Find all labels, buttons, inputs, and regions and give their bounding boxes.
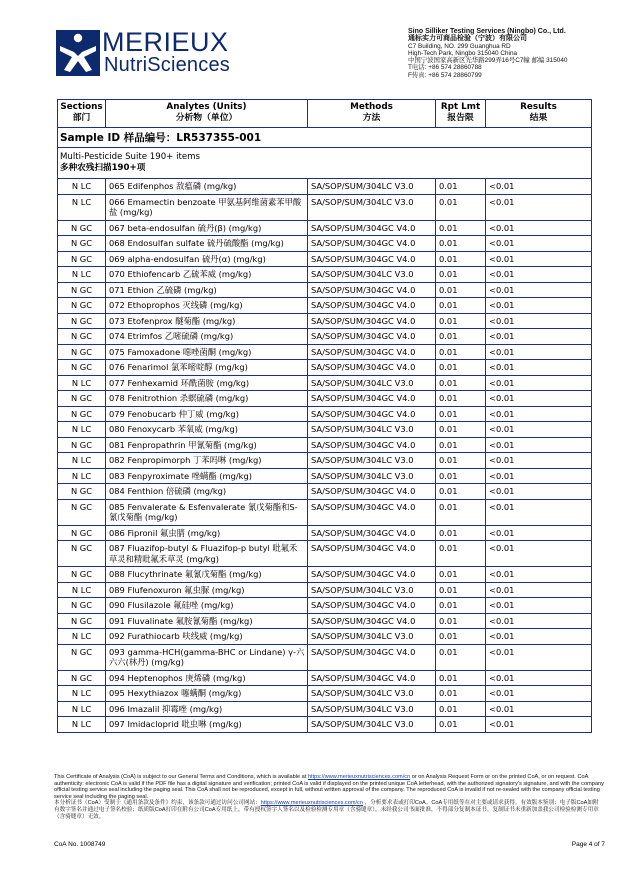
table-row: [58, 499, 591, 525]
row-analyte: 083 Fenpyroximate 唑螨酯 (mg/kg): [106, 469, 308, 484]
sample-id: Sample ID 样品编号：LR537355-001: [58, 128, 591, 148]
row-analyte: 096 Imazalil 抑霉唑 (mg/kg): [106, 702, 308, 717]
row-section: N GC: [58, 252, 106, 267]
company-address-line1: C7 Building, NO. 299 Guanghua RD: [408, 42, 511, 50]
row-rpt-lmt: 0.01: [436, 407, 486, 422]
row-rpt-lmt: 0.01: [436, 252, 486, 267]
row-rpt-lmt: 0.01: [436, 541, 486, 566]
row-method: SA/SOP/SUM/304GC V4.0: [308, 541, 436, 566]
row-section: N GC: [58, 407, 106, 422]
row-analyte: 085 Fenvalerate & Esfenvalerate 氰戊菊酯和S-氰戊菊酯 (mg/kg): [106, 500, 308, 525]
table-header: [58, 100, 591, 128]
header-methods-cn: 方法: [362, 113, 381, 123]
merieux-logo: [56, 27, 256, 82]
company-name: Sino Silliker Testing Services (Ningbo) Co., Ltd.: [408, 28, 566, 35]
row-result: <0.01: [489, 631, 515, 641]
company-name-cn: 通标实力可商品检验（宁波）有限公司: [408, 35, 527, 43]
row-section: N GC: [58, 221, 106, 236]
row-method: SA/SOP/SUM/304GC V4.0: [308, 407, 436, 422]
table-row: [58, 251, 591, 267]
row-result: <0.01: [489, 393, 515, 403]
row-method: SA/SOP/SUM/304GC V4.0: [308, 345, 436, 360]
row-analyte: 093 gamma-HCH(gamma-BHC or Lindane) γ-六六六(林丹) (mg/kg): [106, 645, 308, 670]
table-row: [58, 328, 591, 344]
footer-text: or on Analysis Request Form or on the printed CoA, or on request. CoA authenticity: electronic CoA is valid if the PDF file has a digital signature and verification; printed CoA is valid if displayed on the printed unique CoA letterhead, with the authorized signatory's signature, and with the company official testing service seal including the paging seal. This CoA shall not be reproduced, except in full, without written approval of the company. The reproduced CoA is invalid if not re-sealed with the company official testing service seal including the paging seal.: [54, 774, 604, 800]
row-rpt-lmt: 0.01: [436, 376, 486, 391]
row-section: N LC: [58, 469, 106, 484]
row-result: <0.01: [489, 543, 515, 553]
row-section: N GC: [58, 345, 106, 360]
footer-text: This Certificate of Analysis (CoA) is subject to our General Terms and Conditions, which is available at: [54, 774, 308, 780]
row-section: N GC: [58, 598, 106, 613]
row-result: <0.01: [489, 703, 515, 714]
header-results-cn: 结果: [529, 113, 548, 123]
row-analyte: 066 Emamectin benzoate 甲氨基阿维菌素苯甲酸盐 (mg/kg): [106, 195, 308, 220]
table-row: [58, 344, 591, 360]
terms-link[interactable]: https://www.merieuxnutrisciences.com/cn: [307, 774, 411, 780]
row-section: N LC: [58, 179, 106, 194]
row-result: <0.01: [489, 439, 515, 450]
header-methods-en: Methods: [350, 102, 393, 112]
row-analyte: 067 beta-endosulfan 硫丹(β) (mg/kg): [106, 221, 308, 236]
row-result: <0.01: [489, 688, 515, 698]
header-results-en: Results: [520, 102, 557, 112]
row-rpt-lmt: 0.01: [436, 221, 486, 236]
row-method: SA/SOP/SUM/304LC V3.0: [308, 376, 436, 391]
row-result: <0.01: [489, 196, 515, 207]
row-section: N GC: [58, 541, 106, 566]
footer-text: 本分析证书（CoA）受制于《通用条款及条件》约束，该条款可通过访问公司网站：: [54, 800, 261, 807]
row-rpt-lmt: 0.01: [436, 314, 486, 329]
row-section: N LC: [58, 422, 106, 437]
page-number: Page 4 of 7: [571, 841, 605, 848]
header-rpt-lmt-en: Rpt Lmt: [440, 102, 481, 112]
row-analyte: 080 Fenoxycarb 苯氧威 (mg/kg): [106, 422, 308, 437]
row-section: N GC: [58, 329, 106, 344]
table-row: [58, 540, 591, 566]
row-method: SA/SOP/SUM/304GC V4.0: [308, 391, 436, 406]
row-section: N GC: [58, 236, 106, 251]
header-analytes-cn: 分析物（单位）: [175, 113, 238, 123]
row-rpt-lmt: 0.01: [436, 453, 486, 468]
row-method: SA/SOP/SUM/304LC V3.0: [308, 629, 436, 644]
table-row: [58, 359, 591, 375]
row-section: N GC: [58, 614, 106, 629]
row-analyte: 087 Fluazifop-butyl & Fluazifop-p butyl 吡氟禾草灵和精吡氟禾草灵 (mg/kg): [106, 541, 308, 566]
row-result: <0.01: [489, 501, 515, 512]
suite-title-cn: 多种农残扫描190+项: [60, 163, 146, 173]
row-method: SA/SOP/SUM/304GC V4.0: [308, 645, 436, 670]
table-row: [58, 194, 591, 220]
row-result: <0.01: [489, 672, 515, 683]
row-method: SA/SOP/SUM/304GC V4.0: [308, 567, 436, 582]
row-method: SA/SOP/SUM/304LC V3.0: [308, 195, 436, 220]
row-analyte: 065 Edifenphos 敌瘟磷 (mg/kg): [106, 179, 308, 194]
row-method: SA/SOP/SUM/304GC V4.0: [308, 438, 436, 453]
row-analyte: 078 Fenitrothion 杀螟硫磷 (mg/kg): [106, 391, 308, 406]
row-rpt-lmt: 0.01: [436, 614, 486, 629]
row-analyte: 097 Imidacloprid 吡虫啉 (mg/kg): [106, 717, 308, 732]
table-row: [58, 582, 591, 598]
table-row: [58, 597, 591, 613]
company-tel: T电话: +86 574 28860788: [408, 64, 482, 72]
row-method: SA/SOP/SUM/304LC V3.0: [308, 179, 436, 194]
company-address-line2: High-Tech Park, Ningbo 315040 China: [408, 49, 518, 57]
row-rpt-lmt: 0.01: [436, 391, 486, 406]
row-rpt-lmt: 0.01: [436, 500, 486, 525]
row-rpt-lmt: 0.01: [436, 422, 486, 437]
table-body: [58, 178, 591, 732]
row-result: <0.01: [489, 600, 515, 610]
row-result: <0.01: [489, 269, 515, 279]
brand-name: MERIEUX: [102, 27, 229, 57]
row-rpt-lmt: 0.01: [436, 583, 486, 598]
row-section: N GC: [58, 438, 106, 453]
table-row: [58, 390, 591, 406]
row-analyte: 076 Fenarimol 氯苯嘧啶醇 (mg/kg): [106, 360, 308, 375]
footer-text: ，分析要求表或打印CoA。CoA专用纸等在对主要或请求获得。有效版本鉴别：电子版CoA如附有数字签名并通过电子签名校验；纸质版CoA打印在附有公司CoA专用纸上，带有授权签字人签名以及检验检测专用章（含骑缝章），未经我公司书面批准，不得部分复制本证书。复制证书未重新加盖我公司检验检测专用章（含骑缝章）无效。: [54, 800, 599, 820]
table-row: [58, 566, 591, 582]
header-methods: [308, 100, 436, 127]
row-rpt-lmt: 0.01: [436, 526, 486, 541]
row-result: <0.01: [489, 222, 515, 233]
row-section: N LC: [58, 629, 106, 644]
row-result: <0.01: [489, 408, 515, 419]
table-row: [58, 613, 591, 629]
row-result: <0.01: [489, 646, 515, 657]
row-result: <0.01: [489, 377, 515, 388]
table-row: [58, 313, 591, 329]
table-row: [58, 266, 591, 282]
row-section: N LC: [58, 453, 106, 468]
row-section: N GC: [58, 298, 106, 313]
row-method: SA/SOP/SUM/304LC V3.0: [308, 583, 436, 598]
row-section: N GC: [58, 567, 106, 582]
row-method: SA/SOP/SUM/304GC V4.0: [308, 329, 436, 344]
row-analyte: 089 Flufenoxuron 氟虫脲 (mg/kg): [106, 583, 308, 598]
row-method: SA/SOP/SUM/304LC V3.0: [308, 702, 436, 717]
row-result: <0.01: [489, 253, 515, 264]
table-row: [58, 452, 591, 468]
row-result: <0.01: [489, 569, 515, 579]
row-section: N LC: [58, 267, 106, 282]
row-method: SA/SOP/SUM/304GC V4.0: [308, 500, 436, 525]
row-analyte: 068 Endosulfan sulfate 硫丹硫酸酯 (mg/kg): [106, 236, 308, 251]
row-method: SA/SOP/SUM/304LC V3.0: [308, 422, 436, 437]
row-method: SA/SOP/SUM/304GC V4.0: [308, 614, 436, 629]
row-method: SA/SOP/SUM/304GC V4.0: [308, 314, 436, 329]
row-result: <0.01: [489, 284, 515, 295]
row-analyte: 079 Fenobucarb 仲丁威 (mg/kg): [106, 407, 308, 422]
row-analyte: 095 Hexythiazox 噻螨酮 (mg/kg): [106, 686, 308, 701]
row-rpt-lmt: 0.01: [436, 195, 486, 220]
row-analyte: 084 Fenthion 倍硫磷 (mg/kg): [106, 484, 308, 499]
footer-disclaimer: [54, 774, 604, 820]
row-analyte: 071 Ethion 乙硫磷 (mg/kg): [106, 283, 308, 298]
row-rpt-lmt: 0.01: [436, 567, 486, 582]
row-analyte: 091 Fluvalinate 氟胺氰菊酯 (mg/kg): [106, 614, 308, 629]
row-rpt-lmt: 0.01: [436, 345, 486, 360]
row-analyte: 069 alpha-endosulfan 硫丹(α) (mg/kg): [106, 252, 308, 267]
row-rpt-lmt: 0.01: [436, 671, 486, 686]
header-analytes-en: Analytes (Units): [166, 102, 247, 112]
table-row: [58, 406, 591, 422]
terms-link-cn[interactable]: https://www.merieuxnutrisciences.com/cn: [260, 800, 363, 807]
row-method: SA/SOP/SUM/304GC V4.0: [308, 221, 436, 236]
row-rpt-lmt: 0.01: [436, 629, 486, 644]
table-row: [58, 220, 591, 236]
row-rpt-lmt: 0.01: [436, 702, 486, 717]
row-rpt-lmt: 0.01: [436, 179, 486, 194]
table-row: [58, 644, 591, 670]
suite-title-en: Multi-Pesticide Suite 190+ items: [60, 152, 200, 162]
row-analyte: 081 Fenpropathrin 甲氰菊酯 (mg/kg): [106, 438, 308, 453]
row-result: <0.01: [489, 315, 515, 326]
table-row: [58, 701, 591, 717]
row-result: <0.01: [489, 615, 515, 626]
company-fax: F传真: +86 574 28860799: [408, 71, 482, 79]
row-result: <0.01: [489, 424, 515, 434]
row-analyte: 075 Famoxadone 噁唑菌酮 (mg/kg): [106, 345, 308, 360]
row-method: SA/SOP/SUM/304GC V4.0: [308, 236, 436, 251]
row-rpt-lmt: 0.01: [436, 438, 486, 453]
table-row: [58, 297, 591, 313]
row-section: N GC: [58, 283, 106, 298]
header-results: [486, 100, 591, 127]
results-table: [57, 99, 592, 733]
row-analyte: 094 Heptenophos 庚烯磷 (mg/kg): [106, 671, 308, 686]
suite-title: [58, 148, 591, 178]
row-method: SA/SOP/SUM/304GC V4.0: [308, 283, 436, 298]
row-rpt-lmt: 0.01: [436, 283, 486, 298]
table-row: [58, 525, 591, 541]
row-section: N GC: [58, 526, 106, 541]
row-analyte: 070 Ethiofencarb 乙硫苯威 (mg/kg): [106, 267, 308, 282]
table-row: [58, 178, 591, 194]
row-section: N GC: [58, 360, 106, 375]
row-analyte: 086 Fipronil 氟虫腈 (mg/kg): [106, 526, 308, 541]
row-result: <0.01: [489, 181, 515, 191]
row-rpt-lmt: 0.01: [436, 598, 486, 613]
header-rpt-lmt-cn: 报告限: [447, 113, 474, 123]
row-section: N GC: [58, 645, 106, 670]
merieux-logo-mark-icon: [56, 30, 100, 76]
row-result: <0.01: [489, 470, 515, 481]
row-result: <0.01: [489, 455, 515, 465]
table-row: [58, 282, 591, 298]
row-method: SA/SOP/SUM/304GC V4.0: [308, 526, 436, 541]
row-analyte: 073 Etofenprox 醚菊酯 (mg/kg): [106, 314, 308, 329]
row-section: N LC: [58, 686, 106, 701]
footer-disclaimer-en: [54, 774, 604, 800]
row-section: N GC: [58, 500, 106, 525]
row-rpt-lmt: 0.01: [436, 236, 486, 251]
row-rpt-lmt: 0.01: [436, 267, 486, 282]
row-analyte: 074 Etrimfos 乙嘧硫磷 (mg/kg): [106, 329, 308, 344]
header-rpt-lmt: [436, 100, 486, 127]
row-section: N GC: [58, 484, 106, 499]
header-sections-cn: 部门: [72, 113, 91, 123]
table-row: [58, 483, 591, 499]
row-section: N GC: [58, 314, 106, 329]
row-rpt-lmt: 0.01: [436, 329, 486, 344]
row-analyte: 072 Ethoprophos 灭线磷 (mg/kg): [106, 298, 308, 313]
row-rpt-lmt: 0.01: [436, 298, 486, 313]
header-analytes: [106, 100, 308, 127]
row-analyte: 092 Furathiocarb 呋线威 (mg/kg): [106, 629, 308, 644]
row-method: SA/SOP/SUM/304GC V4.0: [308, 252, 436, 267]
row-analyte: 090 Flusilazole 氟硅唑 (mg/kg): [106, 598, 308, 613]
row-section: N GC: [58, 391, 106, 406]
row-result: <0.01: [489, 719, 515, 729]
company-address-cn: 中国宁波国家高新区光华路299弄16号C7幢 邮编 315040: [408, 57, 568, 65]
row-analyte: 077 Fenhexamid 环酰菌胺 (mg/kg): [106, 376, 308, 391]
row-method: SA/SOP/SUM/304LC V3.0: [308, 267, 436, 282]
row-analyte: 088 Flucythrinate 氟氰戊菊酯 (mg/kg): [106, 567, 308, 582]
row-section: N LC: [58, 376, 106, 391]
row-section: N LC: [58, 702, 106, 717]
table-row: [58, 421, 591, 437]
row-rpt-lmt: 0.01: [436, 360, 486, 375]
row-result: <0.01: [489, 362, 515, 372]
table-row: [58, 716, 591, 732]
table-row: [58, 628, 591, 644]
row-method: SA/SOP/SUM/304LC V3.0: [308, 469, 436, 484]
row-method: SA/SOP/SUM/304GC V4.0: [308, 484, 436, 499]
row-section: N LC: [58, 195, 106, 220]
row-rpt-lmt: 0.01: [436, 484, 486, 499]
table-row: [58, 235, 591, 251]
table-row: [58, 468, 591, 484]
row-result: <0.01: [489, 300, 515, 310]
header-sections: [58, 100, 106, 127]
row-method: SA/SOP/SUM/304LC V3.0: [308, 453, 436, 468]
row-analyte: 082 Fenpropimorph 丁苯吗啉 (mg/kg): [106, 453, 308, 468]
row-method: SA/SOP/SUM/304GC V4.0: [308, 360, 436, 375]
table-row: [58, 670, 591, 686]
company-address-block: [408, 28, 618, 79]
row-rpt-lmt: 0.01: [436, 686, 486, 701]
brand-subname: NutriSciences: [104, 54, 230, 76]
table-row: [58, 685, 591, 701]
row-result: <0.01: [489, 331, 515, 341]
row-method: SA/SOP/SUM/304GC V4.0: [308, 671, 436, 686]
row-section: N GC: [58, 671, 106, 686]
table-row: [58, 375, 591, 391]
row-method: SA/SOP/SUM/304GC V4.0: [308, 298, 436, 313]
header-sections-en: Sections: [60, 102, 103, 112]
row-section: N LC: [58, 583, 106, 598]
row-result: <0.01: [489, 486, 515, 496]
row-method: SA/SOP/SUM/304LC V3.0: [308, 686, 436, 701]
table-row: [58, 437, 591, 453]
row-rpt-lmt: 0.01: [436, 645, 486, 670]
row-result: <0.01: [489, 584, 515, 595]
row-rpt-lmt: 0.01: [436, 469, 486, 484]
row-method: SA/SOP/SUM/304GC V4.0: [308, 598, 436, 613]
row-method: SA/SOP/SUM/304LC V3.0: [308, 717, 436, 732]
row-result: <0.01: [489, 238, 515, 248]
row-section: N LC: [58, 717, 106, 732]
footer-disclaimer-cn: [54, 800, 604, 820]
row-result: <0.01: [489, 527, 515, 538]
row-rpt-lmt: 0.01: [436, 717, 486, 732]
row-result: <0.01: [489, 346, 515, 357]
coa-number: CoA No. 1008749: [54, 841, 106, 848]
